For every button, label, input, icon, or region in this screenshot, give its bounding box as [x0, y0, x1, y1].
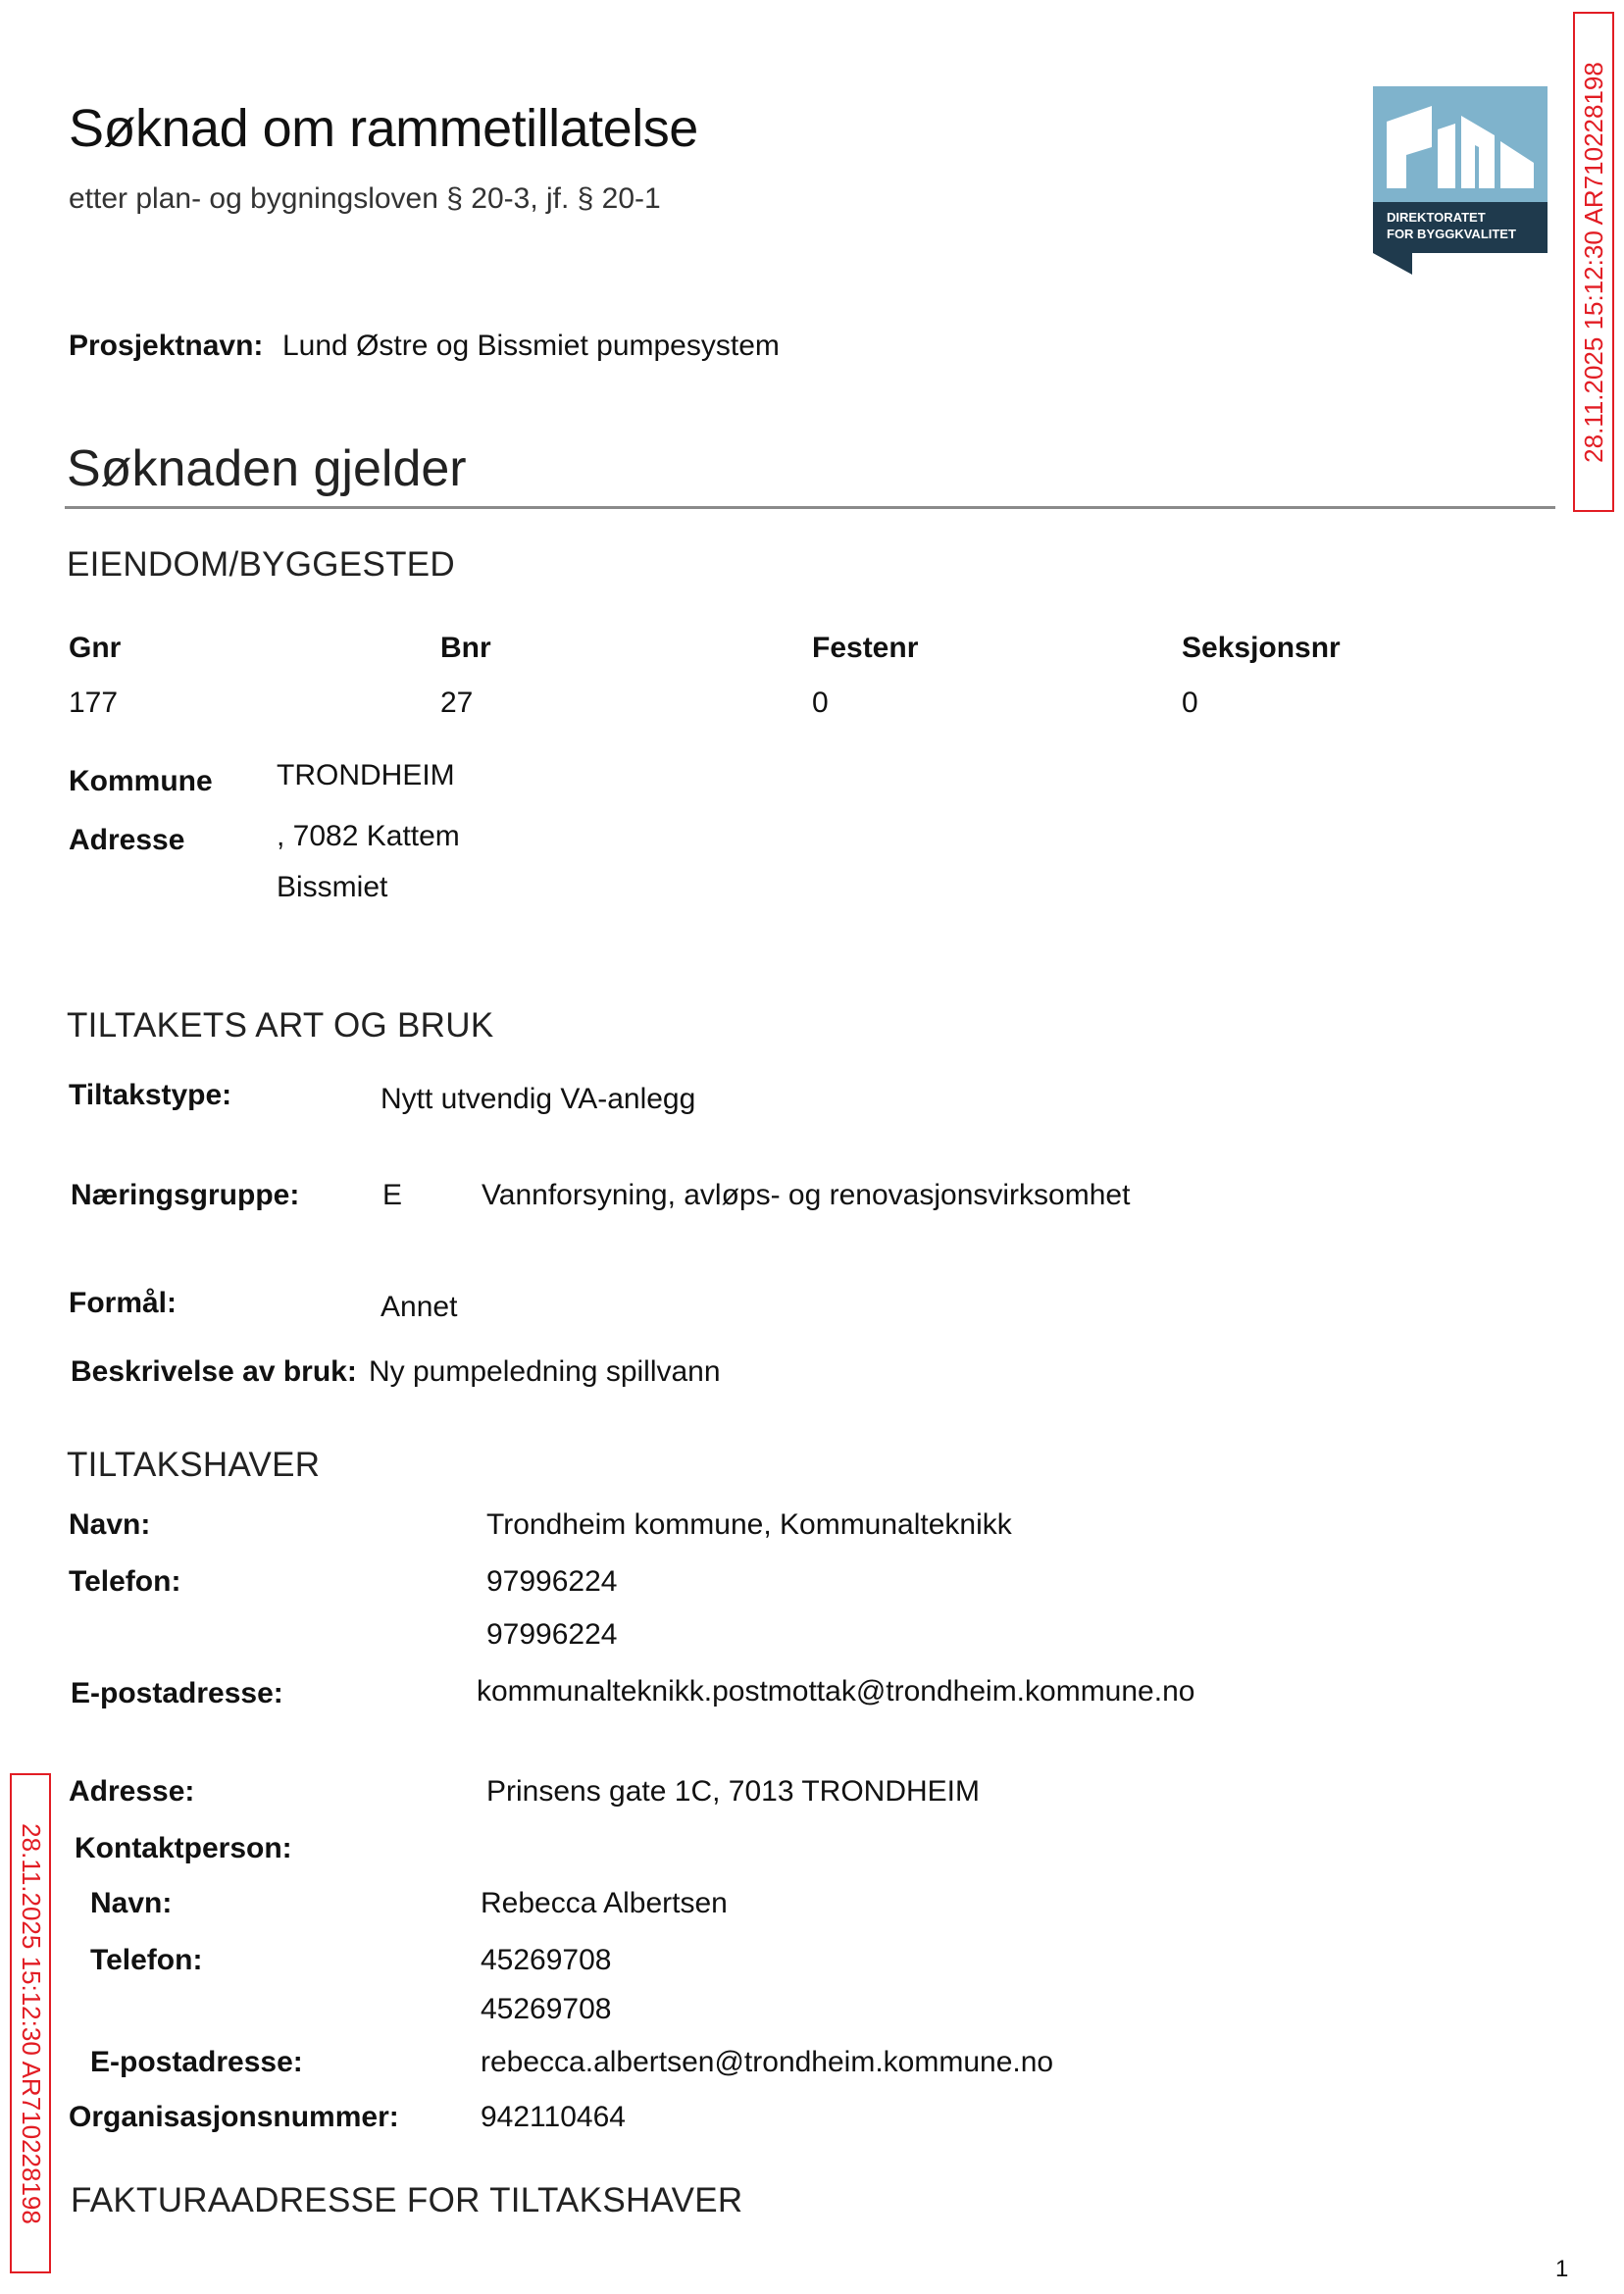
stamp-text-left: 28.11.2025 15:12:30 AR710228198: [16, 1822, 46, 2224]
tiltakshaver-navn-value: Trondheim kommune, Kommunalteknikk: [486, 1508, 1012, 1541]
section-tiltakets-art: TILTAKETS ART OG BRUK: [67, 1006, 494, 1045]
kommune-label: Kommune: [69, 765, 213, 797]
tiltakstype-value: Nytt utvendig VA-anlegg: [381, 1083, 696, 1115]
kontaktperson-epost-label: E-postadresse:: [90, 2046, 303, 2078]
gnr-value: 177: [69, 687, 119, 719]
section-fakturaadresse: FAKTURAADRESSE FOR TILTAKSHAVER: [71, 2181, 743, 2219]
heading-divider: [65, 506, 1555, 509]
kommune-value: TRONDHEIM: [277, 759, 455, 791]
adresse-line1: , 7082 Kattem: [277, 820, 460, 852]
logo-text-line2: FOR BYGGKVALITET: [1387, 227, 1516, 241]
bnr-value: 27: [440, 687, 474, 719]
logo-text-line1: DIREKTORATET: [1387, 210, 1486, 225]
document-subtitle: etter plan- og bygningsloven § 20-3, jf. § 20-1: [69, 182, 661, 215]
section-tiltakshaver: TILTAKSHAVER: [67, 1446, 321, 1484]
kontaktperson-navn-value: Rebecca Albertsen: [481, 1887, 728, 1919]
tiltakshaver-adresse-value: Prinsens gate 1C, 7013 TRONDHEIM: [486, 1775, 980, 1808]
section-eiendom: EIENDOM/BYGGESTED: [67, 545, 455, 584]
document-title: Søknad om rammetillatelse: [69, 99, 698, 158]
tiltakshaver-telefon-value2: 97996224: [486, 1618, 618, 1651]
festenr-value: 0: [812, 687, 829, 719]
seksjonsnr-label: Seksjonsnr: [1182, 632, 1341, 664]
naeringsgruppe-value: Vannforsyning, avløps- og renovasjonsvirksomhet: [482, 1179, 1131, 1211]
section-heading-soknaden-gjelder: Søknaden gjelder: [67, 440, 467, 497]
tiltakshaver-adresse-label: Adresse:: [69, 1775, 195, 1808]
project-name-value: Lund Østre og Bissmiet pumpesystem: [282, 330, 780, 362]
kontaktperson-navn-label: Navn:: [90, 1887, 173, 1919]
kontaktperson-epost-value[interactable]: rebecca.albertsen@trondheim.kommune.no: [481, 2046, 1054, 2078]
seksjonsnr-value: 0: [1182, 687, 1198, 719]
formal-value: Annet: [381, 1291, 458, 1323]
project-name-label: Prosjektnavn:: [69, 330, 264, 362]
tiltakshaver-epost-value[interactable]: kommunalteknikk.postmottak@trondheim.kommune.no: [477, 1675, 1195, 1708]
organisasjonsnummer-label: Organisasjonsnummer:: [69, 2101, 399, 2133]
organisasjonsnummer-value: 942110464: [481, 2101, 626, 2133]
kontaktperson-telefon-value1: 45269708: [481, 1944, 612, 1976]
naeringsgruppe-label: Næringsgruppe:: [71, 1179, 300, 1211]
kontaktperson-telefon-value2: 45269708: [481, 1993, 612, 2025]
tiltakshaver-telefon-value1: 97996224: [486, 1565, 618, 1598]
timestamp-stamp-left: [10, 1773, 51, 2273]
stamp-text-right: 28.11.2025 15:12:30 AR710228198: [1578, 61, 1608, 463]
page-number: 1: [1555, 2256, 1569, 2282]
gnr-label: Gnr: [69, 632, 122, 664]
naeringsgruppe-code: E: [382, 1179, 403, 1211]
beskrivelse-label: Beskrivelse av bruk:: [71, 1355, 357, 1388]
timestamp-stamp-right: [1573, 12, 1614, 512]
dibk-logo: [1373, 86, 1548, 275]
kontaktperson-label: Kontaktperson:: [75, 1832, 292, 1864]
tiltakshaver-epost-label: E-postadresse:: [71, 1677, 283, 1709]
bnr-label: Bnr: [440, 632, 491, 664]
tiltakshaver-navn-label: Navn:: [69, 1508, 151, 1541]
kontaktperson-telefon-label: Telefon:: [90, 1944, 203, 1976]
formal-label: Formål:: [69, 1287, 178, 1319]
beskrivelse-value: Ny pumpeledning spillvann: [369, 1355, 721, 1388]
tiltakstype-label: Tiltakstype:: [69, 1079, 232, 1111]
adresse-line2: Bissmiet: [277, 871, 388, 903]
tiltakshaver-telefon-label: Telefon:: [69, 1565, 181, 1598]
adresse-label: Adresse: [69, 824, 185, 856]
festenr-label: Festenr: [812, 632, 919, 664]
